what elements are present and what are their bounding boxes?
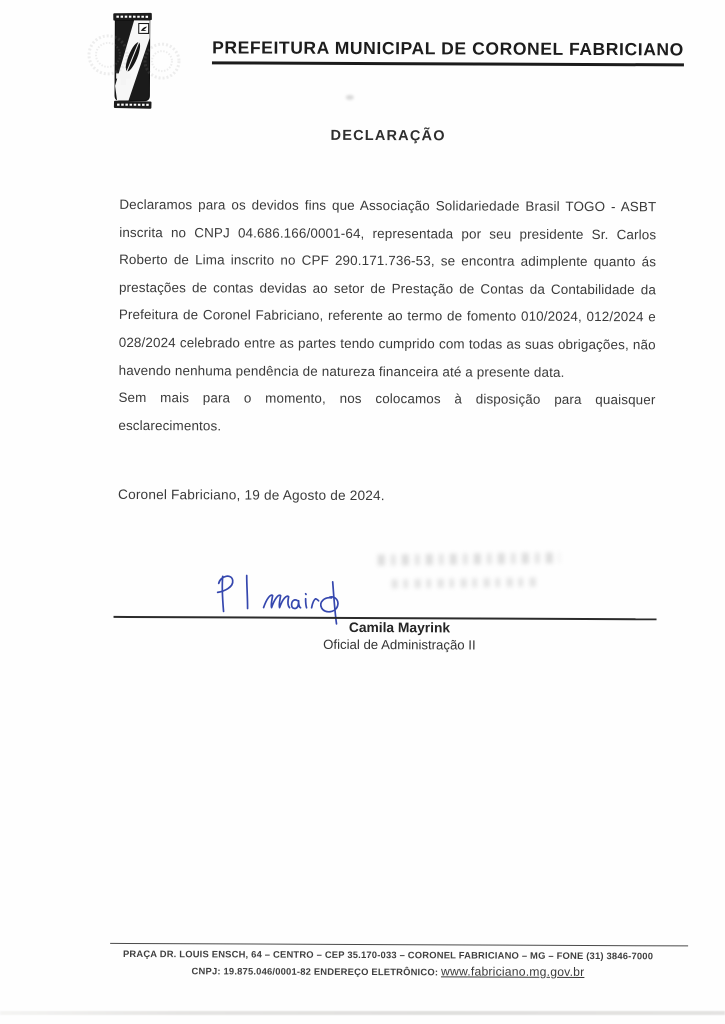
document-body — [118, 191, 656, 442]
signatory-role: Oficial de Administração II — [323, 636, 476, 653]
body-line: Sem mais para o momento, nos colocamos à disposição para quaisquer — [118, 390, 656, 408]
footer-cnpj-text: CNPJ: 19.875.046/0001-82 ENDEREÇO ELETRÔNICO: — [191, 965, 442, 978]
stamp-watermark — [86, 25, 182, 95]
footer-cnpj-line — [58, 963, 718, 980]
body-line: havendo nenhuma pendência de natureza financeira até a presente data. — [118, 362, 565, 380]
body-line: Roberto de Lima inscrito no CPF 290.171.736-53, se encontra adimplente quanto ás — [119, 252, 657, 270]
footer-rule — [110, 943, 688, 947]
ghost-stamp-text — [378, 552, 560, 565]
header-title — [180, 37, 716, 66]
body-line: inscrita no CNPJ 04.686.166/0001-64, representada por seu presidente Sr. Carlos — [119, 224, 657, 242]
scan-smudge — [346, 95, 354, 100]
body-line: Prefeitura de Coronel Fabriciano, referente ao termo de fomento 010/2024, 012/2024 e — [118, 307, 656, 325]
footer-website-url: www.fabriciano.mg.gov.br — [440, 964, 585, 979]
scan-edge-artifact — [0, 1011, 725, 1015]
date-line: Coronel Fabriciano, 19 de Agosto de 2024. — [118, 486, 385, 504]
body-line: 028/2024 celebrado entre as partes tendo cumprido com todas as suas obrigações, não — [118, 334, 656, 353]
ghost-stamp-text — [392, 577, 540, 588]
document-title: DECLARAÇÃO — [330, 127, 446, 145]
footer-address: PRAÇA DR. LOUIS ENSCH, 64 – CENTRO – CEP 35.170-033 – CORONEL FABRICIANO – MG – FONE (31) 3846-7000 — [122, 947, 654, 962]
signatory-name: Camila Mayrink — [348, 619, 451, 636]
municipal-coat-of-arms-icon — [100, 11, 170, 111]
body-line: prestações de contas devidas ao setor de Prestação de Contas da Contabilidade da — [118, 279, 657, 298]
header-title-text: PREFEITURA MUNICIPAL DE CORONEL FABRICIANO — [212, 37, 684, 66]
body-line: esclarecimentos. — [118, 417, 222, 434]
body-line: Declaramos para os devidos fins que Associação Solidariedade Brasil TOGO - ASBT — [119, 196, 657, 215]
